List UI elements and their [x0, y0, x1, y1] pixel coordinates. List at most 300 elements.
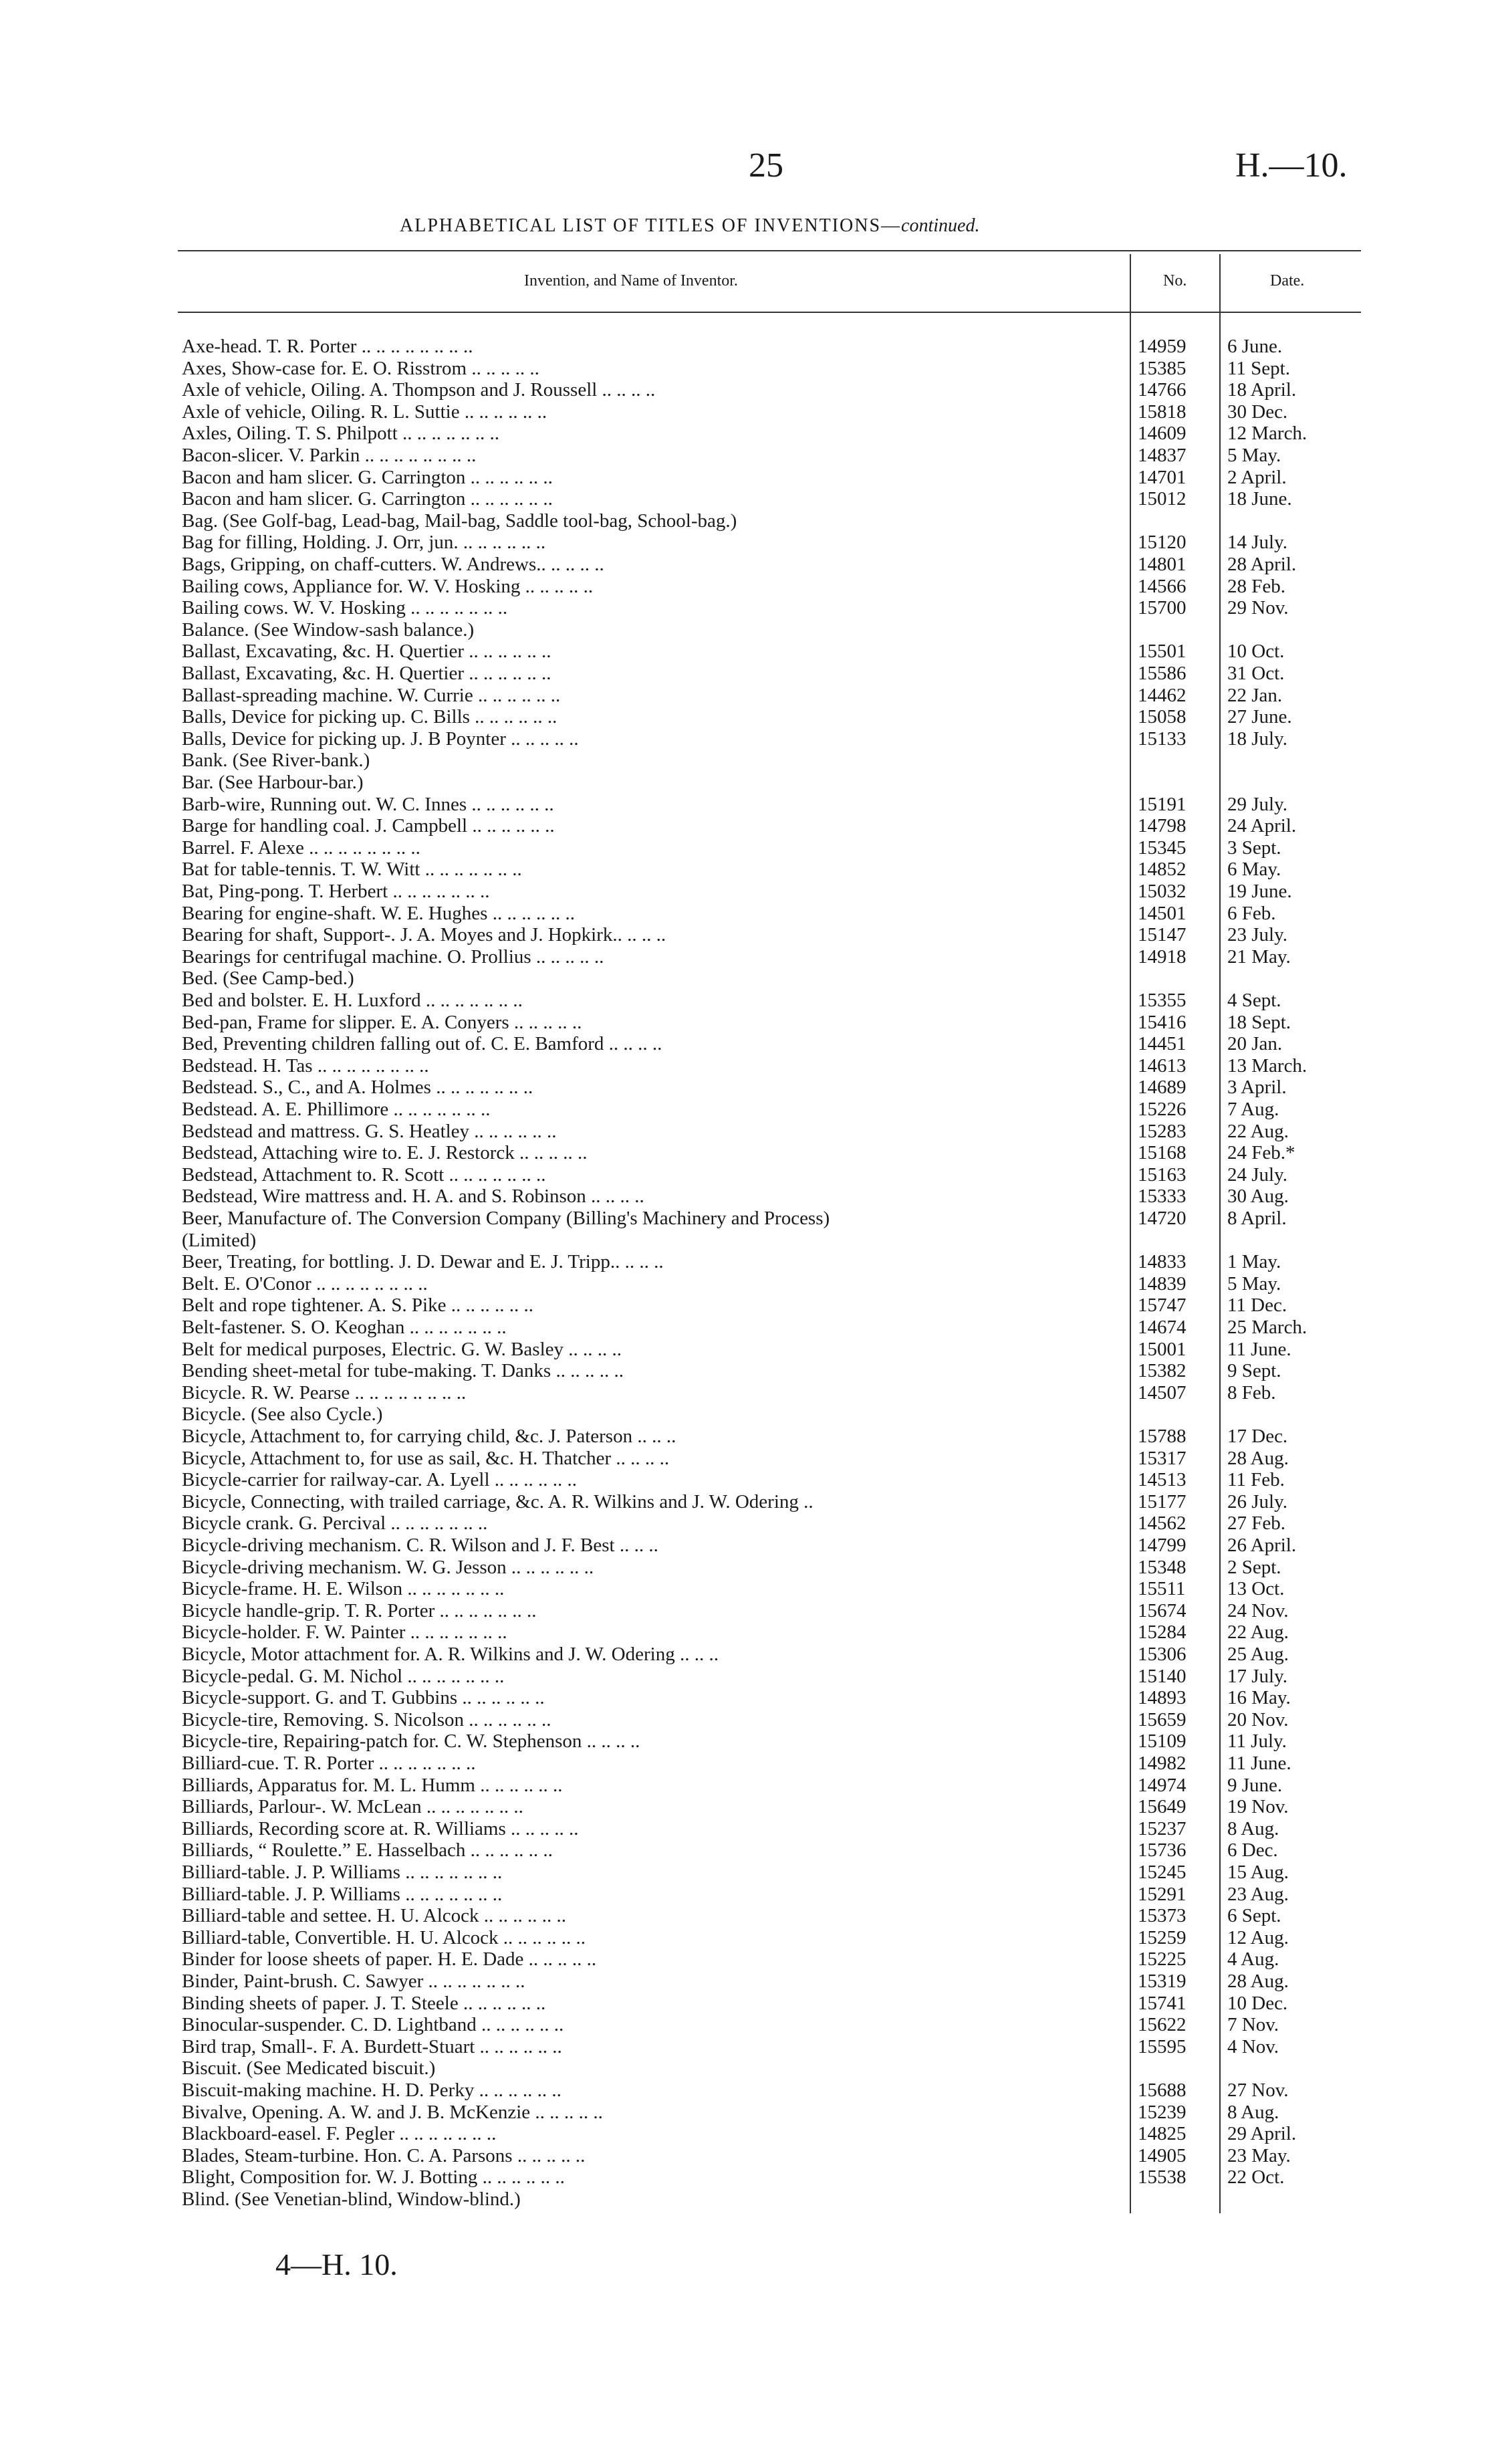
invention-title: Bedstead, Attachment to. R. Scott .. .. .. .. .. .. ..: [182, 1163, 546, 1186]
invention-title: Bedstead. S., C., and A. Holmes .. .. .. .. .. .. ..: [182, 1077, 533, 1099]
patent-date: 7 Nov.: [1227, 2014, 1279, 2036]
table-row: [0, 924, 1492, 946]
invention-title: Bag for filling, Holding. J. Orr, jun. .. .. .. .. .. ..: [182, 532, 546, 554]
invention-title: Axe-head. T. R. Porter .. .. .. .. .. .. .. ..: [182, 336, 473, 357]
invention-title: Bivalve, Opening. A. W. and J. B. McKenzie .. .. .. .. ..: [182, 2101, 603, 2123]
patent-number: 15355: [1138, 990, 1187, 1011]
invention-title: Balance. (See Window-sash balance.): [182, 619, 475, 641]
patent-number: 14852: [1138, 859, 1187, 881]
patent-date: 16 May.: [1227, 1687, 1291, 1709]
patent-number: 15538: [1138, 2166, 1187, 2189]
table-row: [0, 946, 1492, 968]
patent-number: 14562: [1138, 1513, 1187, 1535]
table-row: [0, 1404, 1492, 1426]
invention-title: Bat, Ping-pong. T. Herbert .. .. .. .. .. .. ..: [182, 881, 490, 902]
patent-date: 4 Sept.: [1227, 990, 1281, 1011]
title-continued: continued.: [901, 215, 980, 236]
table-row: [0, 1099, 1492, 1121]
patent-number: 15373: [1138, 1905, 1187, 1927]
invention-title: Bicycle-pedal. G. M. Nichol .. .. .. .. .. .. ..: [182, 1665, 505, 1687]
invention-title: Bacon-slicer. V. Parkin .. .. .. .. .. .. .. ..: [182, 445, 477, 466]
table-row: [0, 794, 1492, 816]
invention-title: Bed, Preventing children falling out of. C. E. Bamford .. .. .. ..: [182, 1033, 662, 1055]
patent-number: 15818: [1138, 401, 1187, 423]
table-row: [0, 1666, 1492, 1688]
patent-number: 14609: [1138, 423, 1187, 445]
table-row: [0, 859, 1492, 881]
table-row: [0, 532, 1492, 554]
invention-title: Biscuit. (See Medicated biscuit.): [182, 2057, 436, 2080]
patent-date: 13 March.: [1227, 1054, 1308, 1077]
patent-number: 14959: [1138, 336, 1187, 357]
invention-title: Bicycle. R. W. Pearse .. .. .. .. .. .. .. ..: [182, 1381, 467, 1404]
patent-number: 14801: [1138, 554, 1187, 575]
patent-number: 15382: [1138, 1360, 1187, 1382]
table-row: [0, 1971, 1492, 1993]
patent-date: 18 April.: [1227, 379, 1297, 401]
table-row: [0, 2166, 1492, 2189]
patent-date: 18 Sept.: [1227, 1011, 1291, 1033]
table-row: [0, 1600, 1492, 1622]
patent-date: 25 March.: [1227, 1317, 1308, 1338]
table-row: [0, 1730, 1492, 1753]
patent-number: 14501: [1138, 902, 1187, 924]
patent-date: 4 Nov.: [1227, 2035, 1279, 2057]
table-row: [0, 1208, 1492, 1230]
patent-date: 11 Feb.: [1227, 1469, 1285, 1491]
invention-title: Bird trap, Small-. F. A. Burdett-Stuart .. .. .. .. .. ..: [182, 2035, 562, 2057]
patent-date: 8 Aug.: [1227, 2101, 1279, 2123]
patent-date: 22 Aug.: [1227, 1621, 1289, 1644]
invention-title: Belt and rope tightener. A. S. Pike .. .. .. .. .. ..: [182, 1295, 533, 1317]
patent-number: 14918: [1138, 945, 1187, 968]
column-header-invention: Invention, and Name of Inventor.: [524, 272, 738, 290]
patent-number: 15284: [1138, 1621, 1187, 1644]
patent-number: 15163: [1138, 1163, 1187, 1186]
patent-date: 15 Aug.: [1227, 1862, 1289, 1883]
patent-date: 30 Dec.: [1227, 401, 1288, 423]
table-row: [0, 467, 1492, 489]
patent-number: 15674: [1138, 1599, 1187, 1621]
table-row: [0, 336, 1492, 358]
table-row: [0, 1448, 1492, 1470]
patent-number: 14689: [1138, 1077, 1187, 1099]
patent-date: 6 Feb.: [1227, 902, 1276, 924]
invention-title: Bacon and ham slicer. G. Carrington .. .. .. .. .. ..: [182, 466, 553, 488]
invention-title: Axles, Oiling. T. S. Philpott .. .. .. .. .. .. ..: [182, 423, 500, 445]
patent-date: 6 May.: [1227, 859, 1281, 881]
invention-title: Billiard-table. J. P. Williams .. .. .. .. .. .. ..: [182, 1883, 503, 1905]
invention-title: Bedstead and mattress. G. S. Heatley .. .. .. .. .. ..: [182, 1120, 557, 1142]
patent-date: 24 Feb.*: [1227, 1142, 1295, 1164]
table-row: [0, 990, 1492, 1012]
table-row: [0, 510, 1492, 532]
patent-date: 21 May.: [1227, 945, 1291, 968]
table-row: [0, 2057, 1492, 2080]
patent-date: 8 Aug.: [1227, 1817, 1279, 1839]
patent-date: 23 July.: [1227, 924, 1287, 946]
invention-title: Binder for loose sheets of paper. H. E. Dade .. .. .. .. ..: [182, 1948, 597, 1971]
header-bottom-rule: [178, 312, 1361, 313]
table-row: [0, 837, 1492, 859]
table-row: [0, 445, 1492, 467]
patent-number: 14825: [1138, 2123, 1187, 2145]
patent-date: 5 May.: [1227, 1272, 1281, 1295]
patent-number: 15586: [1138, 663, 1187, 684]
invention-title: Bedstead, Attaching wire to. E. J. Restorck .. .. .. .. ..: [182, 1142, 588, 1164]
patent-number: 15659: [1138, 1708, 1187, 1730]
table-row: [0, 1709, 1492, 1731]
patent-date: 29 Nov.: [1227, 597, 1289, 619]
patent-number: 14507: [1138, 1381, 1187, 1404]
table-row: [0, 641, 1492, 663]
table-row: [0, 1644, 1492, 1666]
patent-date: 9 Sept.: [1227, 1360, 1281, 1382]
patent-date: 29 April.: [1227, 2123, 1297, 2145]
patent-date: 4 Aug.: [1227, 1948, 1279, 1971]
table-row: [0, 576, 1492, 598]
invention-title: Blight, Composition for. W. J. Botting .. .. .. .. .. ..: [182, 2166, 565, 2189]
page-title: [400, 215, 979, 237]
patent-date: 19 Nov.: [1227, 1796, 1289, 1818]
patent-date: 3 Sept.: [1227, 836, 1281, 859]
patent-date: 6 Dec.: [1227, 1839, 1278, 1862]
patent-date: 27 June.: [1227, 706, 1292, 728]
invention-title: Bacon and ham slicer. G. Carrington .. .. .. .. .. ..: [182, 488, 553, 510]
invention-title: Blades, Steam-turbine. Hon. C. A. Parsons .. .. .. .. ..: [182, 2144, 586, 2166]
table-row: [0, 1862, 1492, 1884]
patent-number: 14893: [1138, 1687, 1187, 1709]
table-row: [0, 619, 1492, 641]
patent-number: 15168: [1138, 1142, 1187, 1164]
patent-date: 22 Aug.: [1227, 1120, 1289, 1142]
invention-title: Bed and bolster. E. H. Luxford .. .. .. .. .. .. ..: [182, 990, 523, 1011]
table-row: [0, 685, 1492, 707]
patent-date: 26 July.: [1227, 1490, 1287, 1513]
patent-date: 24 July.: [1227, 1163, 1287, 1186]
table-row: [0, 1578, 1492, 1600]
patent-number: 15226: [1138, 1099, 1187, 1120]
patent-date: 11 June.: [1227, 1753, 1291, 1774]
invention-title: Billiard-table, Convertible. H. U. Alcock .. .. .. .. .. ..: [182, 1926, 586, 1948]
invention-title: Barb-wire, Running out. W. C. Innes .. .. .. .. .. ..: [182, 793, 554, 815]
patent-date: 3 April.: [1227, 1077, 1287, 1099]
table-row: [0, 1251, 1492, 1273]
patent-number: 15348: [1138, 1556, 1187, 1578]
patent-number: 15259: [1138, 1926, 1187, 1948]
patent-number: 15700: [1138, 597, 1187, 619]
invention-title: Bending sheet-metal for tube-making. T. Danks .. .. .. .. ..: [182, 1360, 624, 1382]
patent-number: 15109: [1138, 1730, 1187, 1753]
patent-number: 15140: [1138, 1665, 1187, 1687]
invention-title: Bicycle-tire, Repairing-patch for. C. W. Stephenson .. .. .. ..: [182, 1730, 640, 1753]
patent-date: 12 March.: [1227, 423, 1308, 445]
patent-number: 15501: [1138, 641, 1187, 663]
table-row: [0, 1687, 1492, 1709]
invention-title: Bar. (See Harbour-bar.): [182, 772, 364, 793]
invention-title: Barge for handling coal. J. Campbell .. .. .. .. .. ..: [182, 815, 555, 837]
table-row: [0, 706, 1492, 728]
table-row: [0, 597, 1492, 619]
patent-date: 14 July.: [1227, 532, 1287, 554]
table-row: [0, 1033, 1492, 1055]
invention-title: Bed. (See Camp-bed.): [182, 968, 354, 990]
invention-title: Bicycle, Motor attachment for. A. R. Wilkins and J. W. Odering .. .. ..: [182, 1644, 719, 1665]
patent-number: 15001: [1138, 1338, 1187, 1360]
invention-title: Barrel. F. Alexe .. .. .. .. .. .. .. ..: [182, 836, 420, 859]
invention-title: Bicycle-driving mechanism. W. G. Jesson .. .. .. .. .. ..: [182, 1556, 594, 1578]
invention-title: Bicycle-driving mechanism. C. R. Wilson and J. F. Best .. .. ..: [182, 1535, 658, 1556]
patent-number: 15747: [1138, 1295, 1187, 1317]
patent-number: 14674: [1138, 1317, 1187, 1338]
invention-title: Billiard-table. J. P. Williams .. .. .. .. .. .. ..: [182, 1862, 503, 1883]
patent-date: 28 April.: [1227, 554, 1297, 575]
table-row: [0, 1839, 1492, 1862]
patent-number: 15688: [1138, 2080, 1187, 2101]
invention-title: Bicycle. (See also Cycle.): [182, 1404, 383, 1426]
table-row: [0, 2080, 1492, 2102]
invention-title: Bicycle crank. G. Percival .. .. .. .. .. .. ..: [182, 1513, 488, 1535]
table-row: [0, 1948, 1492, 1971]
invention-title: Bearing for engine-shaft. W. E. Hughes .. .. .. .. .. ..: [182, 902, 575, 924]
patent-number: 15120: [1138, 532, 1187, 554]
document-code: H.—10.: [1235, 146, 1348, 185]
invention-title: Ballast-spreading machine. W. Currie .. .. .. .. .. ..: [182, 684, 561, 706]
patent-date: 30 Aug.: [1227, 1186, 1289, 1208]
invention-title: Bedstead, Wire mattress and. H. A. and S. Robinson .. .. .. ..: [182, 1186, 644, 1208]
table-row: [0, 663, 1492, 685]
table-row: [0, 554, 1492, 576]
table-top-rule: [178, 250, 1361, 251]
patent-number: 14837: [1138, 445, 1187, 466]
table-row: [0, 1055, 1492, 1077]
invention-title: Balls, Device for picking up. C. Bills .. .. .. .. .. ..: [182, 706, 557, 728]
patent-date: 8 April.: [1227, 1208, 1287, 1229]
table-row: [0, 488, 1492, 510]
invention-title: Bat for table-tennis. T. W. Witt .. .. .. .. .. .. ..: [182, 859, 522, 881]
invention-title: Billiards, Parlour-. W. McLean .. .. .. .. .. .. ..: [182, 1796, 523, 1818]
patent-date: 24 April.: [1227, 815, 1297, 837]
invention-title: Bearings for centrifugal machine. O. Prollius .. .. .. .. ..: [182, 945, 604, 968]
invention-title: Axle of vehicle, Oiling. A. Thompson and J. Roussell .. .. .. ..: [182, 379, 656, 401]
patent-number: 15239: [1138, 2101, 1187, 2123]
invention-title: Billiards, Apparatus for. M. L. Humm .. .. .. .. .. ..: [182, 1774, 563, 1796]
patent-number: 14799: [1138, 1535, 1187, 1556]
table-row: [0, 1360, 1492, 1382]
table-row: [0, 1557, 1492, 1579]
patent-date: 26 April.: [1227, 1535, 1297, 1556]
table-row: [0, 2189, 1492, 2211]
patent-number: 14798: [1138, 815, 1187, 837]
patent-date: 7 Aug.: [1227, 1099, 1279, 1120]
invention-title: Bag. (See Golf-bag, Lead-bag, Mail-bag, Saddle tool-bag, School-bag.): [182, 510, 737, 532]
patent-number: 14839: [1138, 1272, 1187, 1295]
invention-title: Binding sheets of paper. J. T. Steele .. .. .. .. .. ..: [182, 1992, 546, 2014]
patent-number: 15237: [1138, 1817, 1187, 1839]
patent-date: 6 June.: [1227, 336, 1283, 357]
table-row: [0, 772, 1492, 794]
table-row: [0, 815, 1492, 837]
patent-date: 19 June.: [1227, 881, 1292, 902]
patent-number: 15291: [1138, 1883, 1187, 1905]
invention-title: Balls, Device for picking up. J. B Poynter .. .. .. .. ..: [182, 727, 579, 750]
patent-number: 14833: [1138, 1251, 1187, 1273]
invention-title: Bicycle, Connecting, with trailed carriage, &c. A. R. Wilkins and J. W. Odering ..: [182, 1490, 814, 1513]
column-header-no: No.: [1163, 272, 1187, 290]
invention-title: Bedstead. A. E. Phillimore .. .. .. .. .. .. ..: [182, 1099, 491, 1120]
invention-title: Billiard-table and settee. H. U. Alcock .. .. .. .. .. ..: [182, 1905, 567, 1927]
signature-mark: 4—H. 10.: [275, 2247, 398, 2281]
table-row: [0, 903, 1492, 925]
patent-number: 15385: [1138, 357, 1187, 379]
table-row: [0, 968, 1492, 990]
patent-date: 11 Sept.: [1227, 357, 1290, 379]
patent-number: 14451: [1138, 1033, 1187, 1055]
patent-date: 8 Feb.: [1227, 1381, 1276, 1404]
patent-date: 29 July.: [1227, 793, 1287, 815]
table-row: [0, 1317, 1492, 1339]
patent-number: 14613: [1138, 1054, 1187, 1077]
patent-date: 11 July.: [1227, 1730, 1287, 1753]
patent-number: 14566: [1138, 575, 1187, 597]
patent-number: 15345: [1138, 836, 1187, 859]
patent-date: 23 Aug.: [1227, 1883, 1289, 1905]
table-row: [0, 1927, 1492, 1949]
invention-title: Bicycle-holder. F. W. Painter .. .. .. .. .. .. ..: [182, 1621, 507, 1644]
invention-title: Binder, Paint-brush. C. Sawyer .. .. .. .. .. .. ..: [182, 1971, 525, 1992]
patent-date: 6 Sept.: [1227, 1905, 1281, 1927]
table-row: [0, 1818, 1492, 1840]
patent-date: 25 Aug.: [1227, 1644, 1289, 1665]
patent-number: 15319: [1138, 1971, 1187, 1992]
patent-number: 14766: [1138, 379, 1187, 401]
patent-number: 15306: [1138, 1644, 1187, 1665]
invention-title: Bicycle, Attachment to, for use as sail, &c. H. Thatcher .. .. .. ..: [182, 1447, 670, 1469]
patent-date: 17 July.: [1227, 1665, 1287, 1687]
patent-date: 27 Nov.: [1227, 2080, 1289, 2101]
invention-title: Bailing cows, Appliance for. W. V. Hosking .. .. .. .. ..: [182, 575, 594, 597]
invention-title: Belt. E. O'Conor .. .. .. .. .. .. .. ..: [182, 1272, 428, 1295]
invention-title: Billiards, “ Roulette.” E. Hasselbach .. .. .. .. .. ..: [182, 1839, 553, 1862]
patent-date: 11 June.: [1227, 1338, 1291, 1360]
patent-date: 17 Dec.: [1227, 1426, 1288, 1447]
invention-title: Ballast, Excavating, &c. H. Quertier .. .. .. .. .. ..: [182, 663, 551, 684]
patent-number: 15595: [1138, 2035, 1187, 2057]
patent-number: 15147: [1138, 924, 1187, 946]
patent-number: 15012: [1138, 488, 1187, 510]
table-row: [0, 1382, 1492, 1404]
invention-title: Belt for medical purposes, Electric. G. W. Basley .. .. .. ..: [182, 1338, 622, 1360]
invention-title: Binocular-suspender. C. D. Lightband .. .. .. .. .. ..: [182, 2014, 564, 2036]
patent-number: 15649: [1138, 1796, 1187, 1818]
patent-date: 1 May.: [1227, 1251, 1281, 1273]
table-row: [0, 2145, 1492, 2167]
table-row: [0, 1186, 1492, 1208]
table-row: [0, 1121, 1492, 1143]
invention-title: Bedstead. H. Tas .. .. .. .. .. .. .. ..: [182, 1054, 429, 1077]
invention-title: Billiards, Recording score at. R. Williams .. .. .. .. ..: [182, 1817, 579, 1839]
patent-date: 22 Oct.: [1227, 2166, 1285, 2189]
table-row: [0, 1796, 1492, 1818]
patent-date: 18 June.: [1227, 488, 1292, 510]
table-row: [0, 423, 1492, 445]
patent-date: 2 April.: [1227, 466, 1287, 488]
invention-title: Ballast, Excavating, &c. H. Quertier .. .. .. .. .. ..: [182, 641, 551, 663]
invention-title: Bicycle, Attachment to, for carrying child, &c. J. Paterson .. .. ..: [182, 1426, 676, 1447]
table-row: [0, 1142, 1492, 1164]
invention-title: Biscuit-making machine. H. D. Perky .. .. .. .. .. ..: [182, 2080, 562, 2101]
invention-title: Axes, Show-case for. E. O. Risstrom .. .. .. .. ..: [182, 357, 539, 379]
invention-title: Bank. (See River-bank.): [182, 750, 370, 772]
patent-date: 9 June.: [1227, 1774, 1283, 1796]
invention-title: Bailing cows. W. V. Hosking .. .. .. .. .. .. ..: [182, 597, 508, 619]
patent-number: 15788: [1138, 1426, 1187, 1447]
patent-number: 14462: [1138, 684, 1187, 706]
patent-date: 28 Aug.: [1227, 1447, 1289, 1469]
table-row: [0, 1621, 1492, 1644]
patent-date: 23 May.: [1227, 2144, 1291, 2166]
invention-title: Billiard-cue. T. R. Porter .. .. .. .. .. .. ..: [182, 1753, 476, 1774]
table-row: [0, 1753, 1492, 1775]
invention-title: Bicycle-frame. H. E. Wilson .. .. .. .. .. .. ..: [182, 1578, 505, 1600]
table-row: [0, 1491, 1492, 1513]
table-row: [0, 2123, 1492, 2145]
invention-title: Blackboard-easel. F. Pegler .. .. .. .. .. .. ..: [182, 2123, 497, 2145]
patent-number: 15283: [1138, 1120, 1187, 1142]
patent-number: 15191: [1138, 793, 1187, 815]
patent-date: 10 Oct.: [1227, 641, 1285, 663]
patent-date: 31 Oct.: [1227, 663, 1285, 684]
table-row: [0, 379, 1492, 401]
table-row: [0, 2014, 1492, 2036]
table-row: [0, 1775, 1492, 1797]
invention-title: Beer, Manufacture of. The Conversion Company (Billing's Machinery and Process): [182, 1208, 830, 1229]
invention-title: Axle of vehicle, Oiling. R. L. Suttie .. .. .. .. .. ..: [182, 401, 547, 423]
invention-title: Beer, Treating, for bottling. J. D. Dewar and E. J. Tripp.. .. .. ..: [182, 1251, 664, 1273]
invention-title: Blind. (See Venetian-blind, Window-blind.): [182, 2189, 521, 2210]
table-row: [0, 1426, 1492, 1448]
patent-date: 22 Jan.: [1227, 684, 1283, 706]
patent-number: 14513: [1138, 1469, 1187, 1491]
patent-date: 10 Dec.: [1227, 1992, 1288, 2014]
table-row: [0, 1469, 1492, 1491]
patent-number: 15736: [1138, 1839, 1187, 1862]
invention-title: Bicycle-tire, Removing. S. Nicolson .. .. .. .. .. ..: [182, 1708, 551, 1730]
patent-number: 15177: [1138, 1490, 1187, 1513]
column-header-date: Date.: [1270, 272, 1305, 290]
patent-date: 28 Aug.: [1227, 1971, 1289, 1992]
table-row: [0, 881, 1492, 903]
invention-title: (Limited): [182, 1229, 257, 1251]
patent-number: 15622: [1138, 2014, 1187, 2036]
patent-number: 15225: [1138, 1948, 1187, 1971]
patent-number: 15032: [1138, 881, 1187, 902]
table-row: [0, 1012, 1492, 1034]
table-row: [0, 1077, 1492, 1099]
patent-number: 14720: [1138, 1208, 1187, 1229]
patent-date: 28 Feb.: [1227, 575, 1285, 597]
table-row: [0, 1273, 1492, 1295]
patent-number: 15317: [1138, 1447, 1187, 1469]
table-row: [0, 1339, 1492, 1361]
table-row: [0, 1164, 1492, 1186]
table-row: [0, 1905, 1492, 1927]
patent-date: 20 Jan.: [1227, 1033, 1283, 1055]
invention-title: Bicycle-carrier for railway-car. A. Lyell .. .. .. .. .. ..: [182, 1469, 578, 1491]
patent-date: 11 Dec.: [1227, 1295, 1287, 1317]
table-row: [0, 728, 1492, 750]
invention-title: Bed-pan, Frame for slipper. E. A. Conyers .. .. .. .. ..: [182, 1011, 582, 1033]
